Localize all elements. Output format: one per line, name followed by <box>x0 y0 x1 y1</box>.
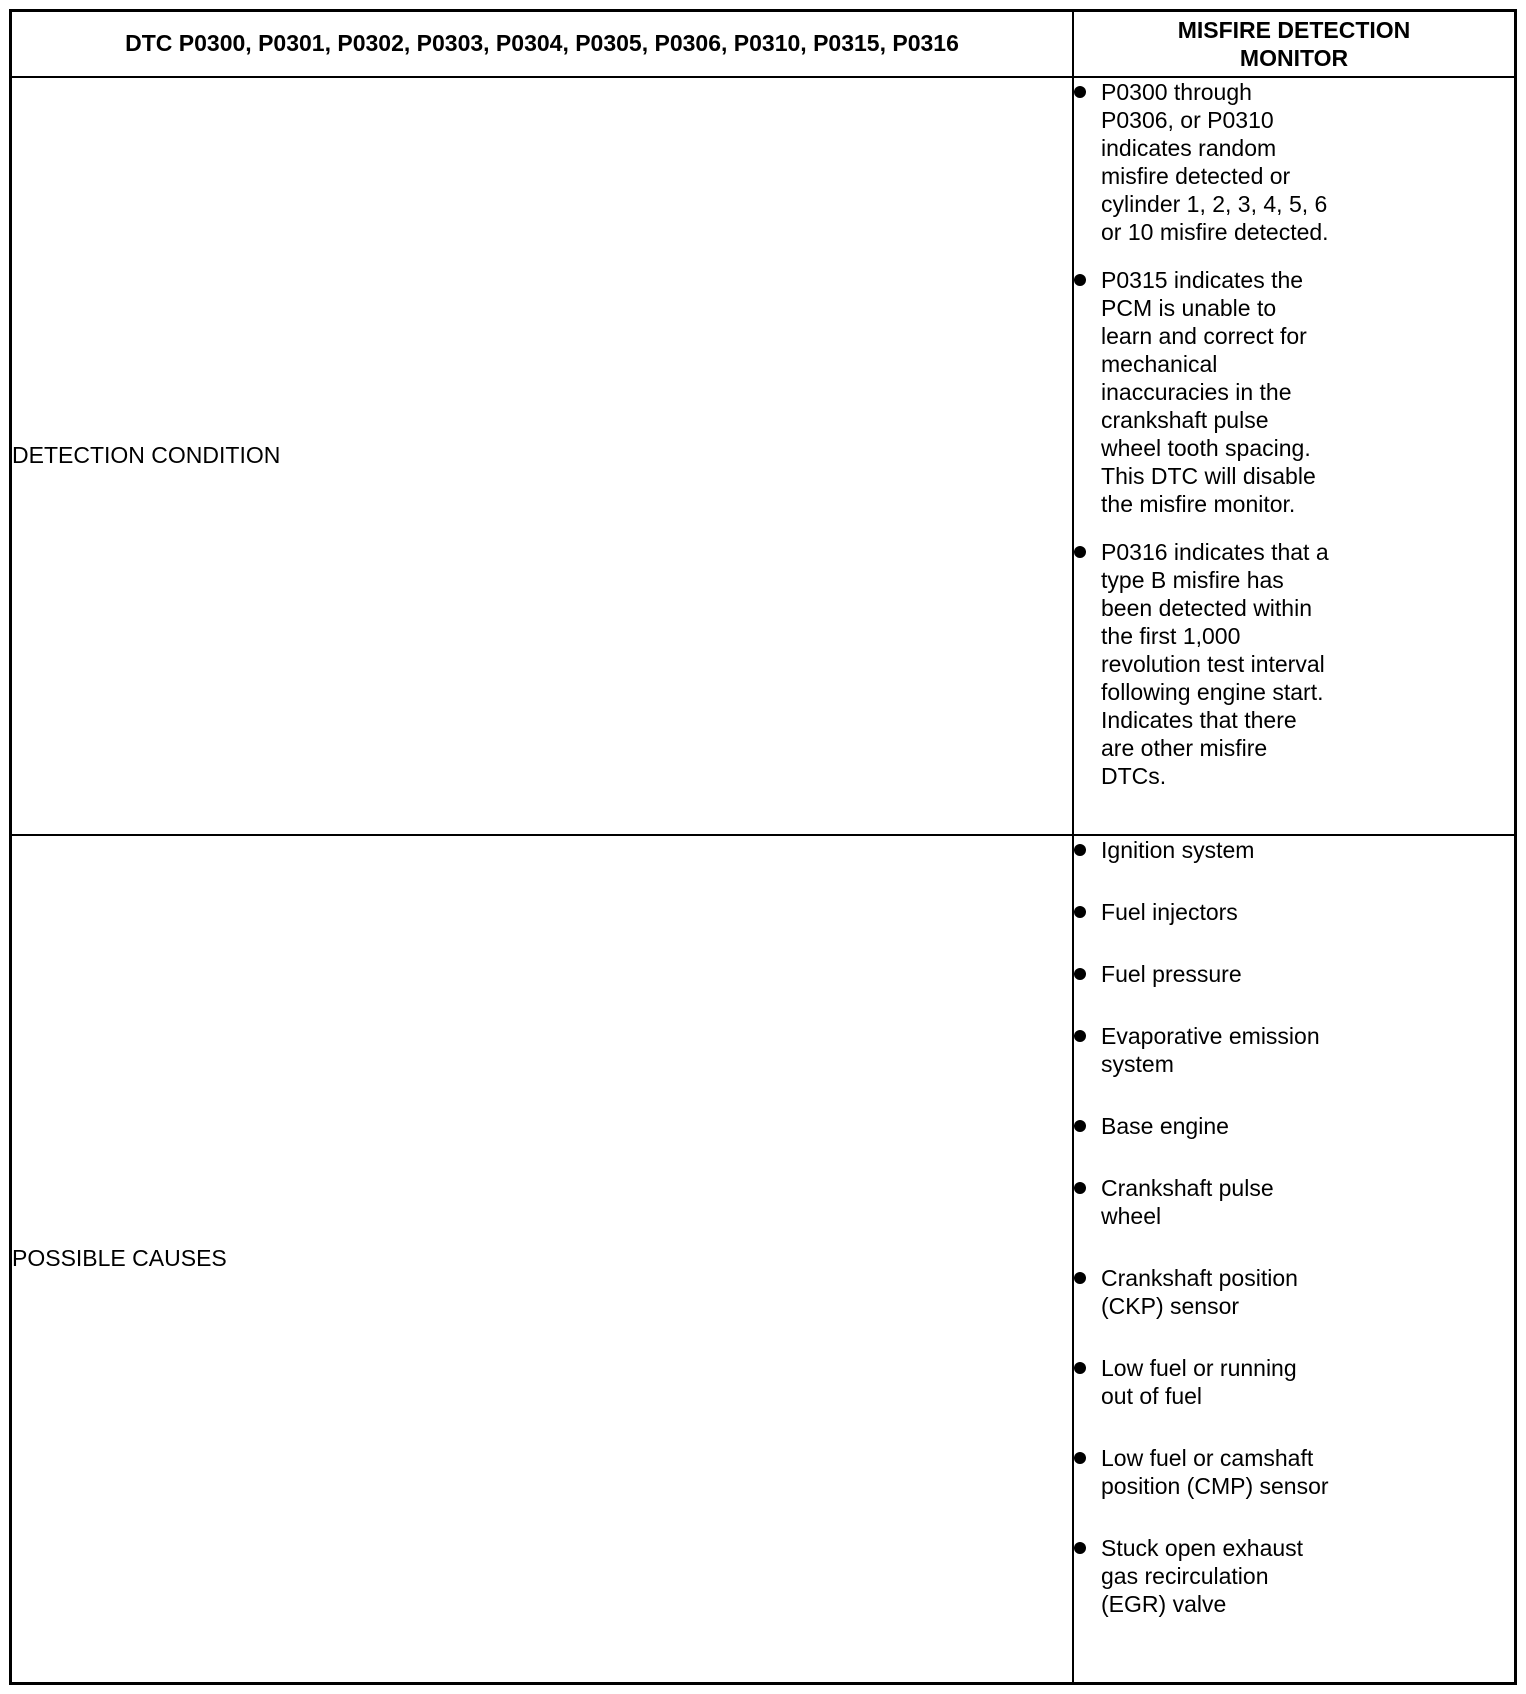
bullet-icon <box>1074 906 1086 918</box>
header-monitor-cell <box>1073 11 1515 77</box>
bullet-item <box>1074 1444 1514 1500</box>
bullet-item <box>1074 1534 1514 1618</box>
bullet-icon <box>1074 1452 1086 1464</box>
bullet-text: Low fuel or running out of fuel <box>1101 1354 1297 1409</box>
bullet-icon <box>1074 1182 1086 1194</box>
bullet-icon <box>1074 1120 1086 1132</box>
detection-condition-list <box>1074 78 1514 790</box>
header-monitor-title: MISFIRE DETECTION MONITOR <box>1177 16 1411 71</box>
bullet-text: Stuck open exhaust gas recirculation (EGR) valve <box>1101 1534 1304 1617</box>
row-possible-causes <box>11 835 1516 1684</box>
bullet-item <box>1074 836 1514 864</box>
bullet-icon <box>1074 1542 1086 1554</box>
bullet-item <box>1074 898 1514 926</box>
bullet-icon <box>1074 1272 1086 1284</box>
possible-causes-label: POSSIBLE CAUSES <box>12 1245 227 1272</box>
bullet-item <box>1074 538 1514 790</box>
bullet-item <box>1074 1174 1514 1230</box>
bullet-icon <box>1074 1030 1086 1042</box>
bullet-item <box>1074 78 1514 246</box>
bullet-icon <box>1074 86 1086 98</box>
dtc-diagnostic-table <box>9 9 1517 1685</box>
table-header-row <box>11 11 1516 77</box>
bullet-text: Crankshaft pulse wheel <box>1101 1174 1274 1229</box>
bullet-icon <box>1074 968 1086 980</box>
bullet-text: Fuel pressure <box>1101 960 1242 987</box>
bullet-text: Crankshaft position (CKP) sensor <box>1101 1264 1298 1319</box>
bullet-icon <box>1074 844 1086 856</box>
bullet-text: Fuel injectors <box>1101 898 1238 925</box>
bullet-item <box>1074 1354 1514 1410</box>
bullet-text: P0316 indicates that a type B misfire has been detected within the first 1,000 revolution test interval following engine start. Indicates that there are other misfire DTCs. <box>1101 538 1329 789</box>
detection-condition-content-cell <box>1073 77 1515 835</box>
bullet-item <box>1074 266 1514 518</box>
bullet-text: Ignition system <box>1101 836 1255 863</box>
row-detection-condition <box>11 77 1516 835</box>
bullet-item <box>1074 1022 1514 1078</box>
bullet-item <box>1074 1112 1514 1140</box>
possible-causes-content-cell <box>1073 835 1515 1684</box>
bullet-text: P0300 through P0306, or P0310 indicates random misfire detected or cylinder 1, 2, 3, 4, 5, 6 or 10 misfire detected. <box>1101 78 1329 245</box>
bullet-text: Low fuel or camshaft position (CMP) sensor <box>1101 1444 1329 1499</box>
header-dtc-codes: DTC P0300, P0301, P0302, P0303, P0304, P0305, P0306, P0310, P0315, P0316 <box>11 11 1074 77</box>
possible-causes-label-cell <box>11 835 1074 1684</box>
bullet-item <box>1074 960 1514 988</box>
bullet-item <box>1074 1264 1514 1320</box>
bullet-icon <box>1074 546 1086 558</box>
bullet-icon <box>1074 274 1086 286</box>
possible-causes-list <box>1074 836 1514 1618</box>
bullet-text: Base engine <box>1101 1112 1229 1139</box>
detection-condition-label-cell <box>11 77 1074 835</box>
bullet-icon <box>1074 1362 1086 1374</box>
detection-condition-label: DETECTION CONDITION <box>12 442 281 468</box>
bullet-text: P0315 indicates the PCM is unable to learn and correct for mechanical inaccuracies in the crankshaft pulse wheel tooth spacing. This DTC will disable the misfire monitor. <box>1101 266 1316 517</box>
bullet-text: Evaporative emission system <box>1101 1022 1320 1077</box>
